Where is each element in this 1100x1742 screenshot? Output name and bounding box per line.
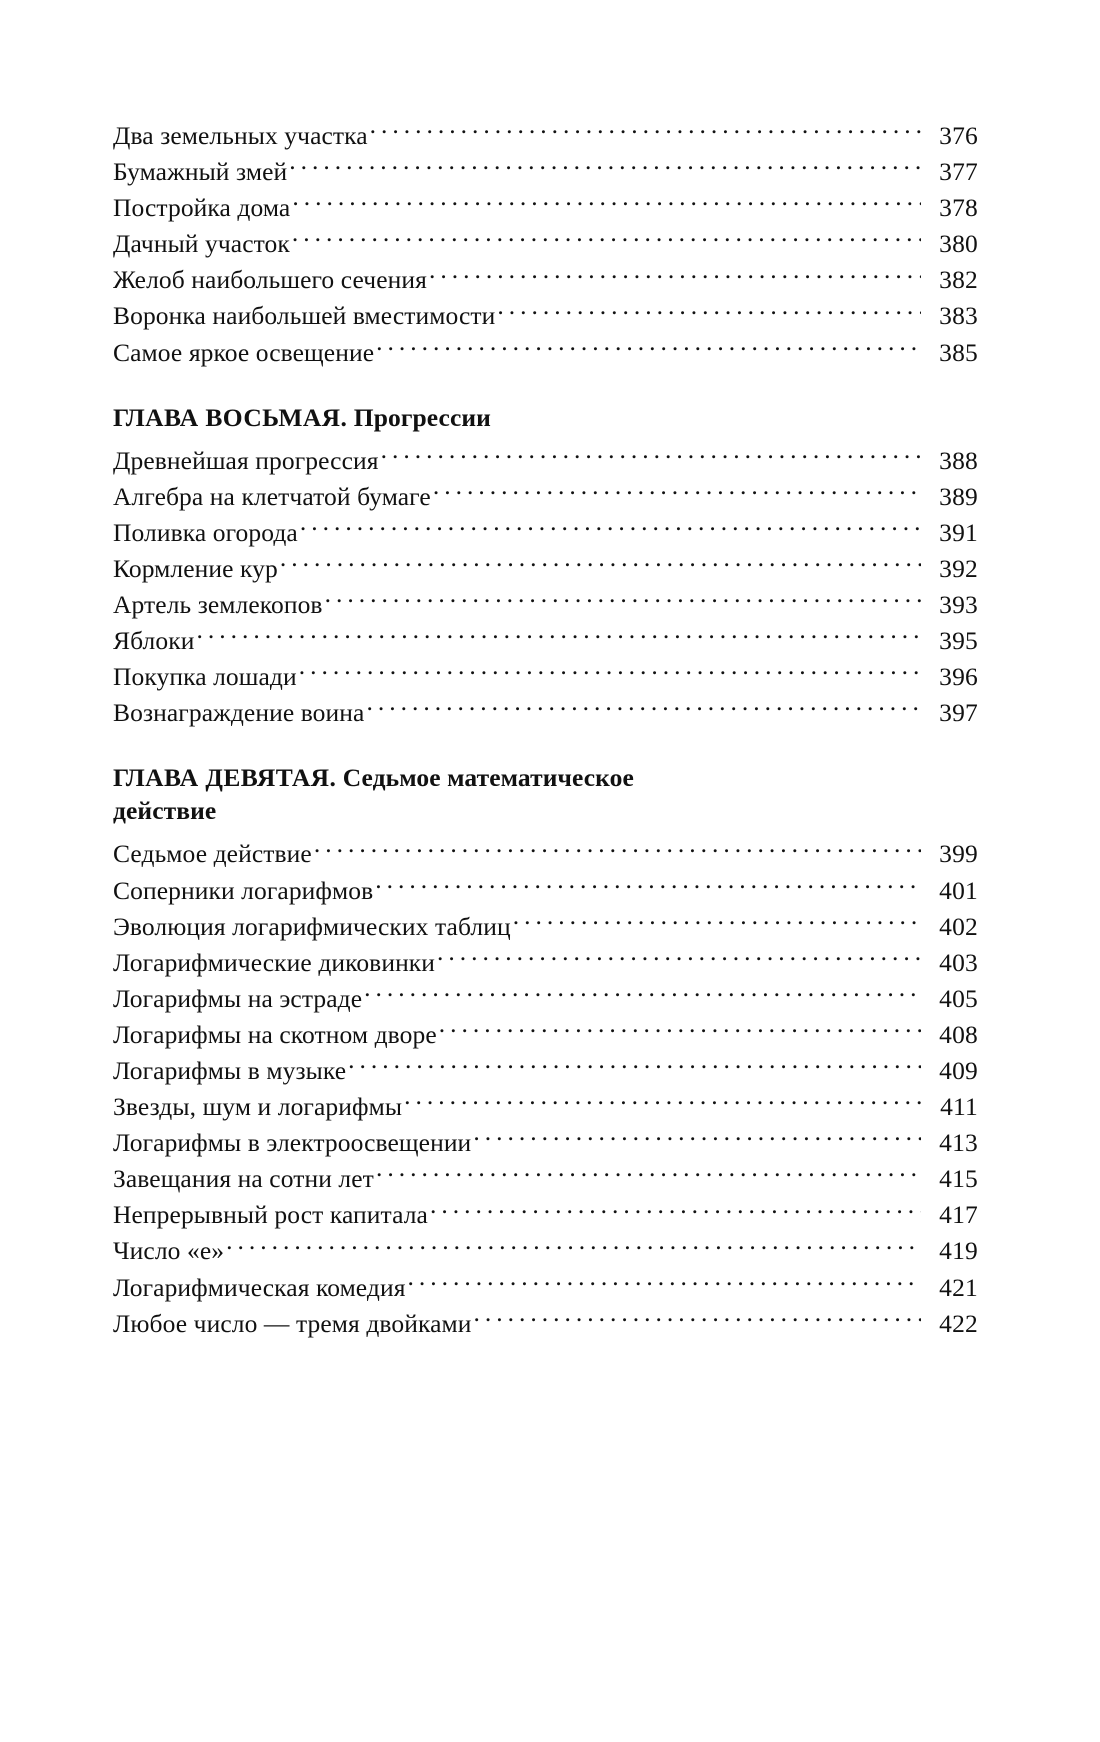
- dot-leader: [381, 443, 921, 469]
- chapter-title-label: Седьмое математическое действие: [113, 763, 634, 826]
- toc-entry-title: Поливка огорода: [113, 517, 298, 547]
- toc-entry[interactable]: [113, 443, 978, 479]
- dot-leader: [375, 873, 921, 899]
- toc-entry-page-number: 383: [939, 301, 978, 331]
- toc-entry-title: Алгебра на клетчатой бумаге: [113, 481, 431, 511]
- toc-entry-title: Логарифмы в электроосвещении: [113, 1128, 472, 1158]
- dot-leader: [364, 981, 921, 1007]
- toc-entry-page-number: 408: [939, 1019, 978, 1049]
- toc-section: [113, 443, 978, 732]
- dot-leader: [226, 1234, 921, 1260]
- dot-leader: [408, 1270, 921, 1296]
- dot-leader: [404, 1090, 921, 1116]
- chapter-title-label: Прогрессии: [353, 402, 491, 432]
- dot-leader: [437, 945, 921, 971]
- toc-entry-title: Эволюция логарифмических таблиц: [113, 911, 511, 941]
- dot-leader: [280, 551, 921, 577]
- toc-entry[interactable]: [113, 945, 978, 981]
- toc-entry[interactable]: [113, 836, 978, 872]
- toc-entry[interactable]: [113, 909, 978, 945]
- dot-leader: [473, 1126, 921, 1152]
- toc-entry-title: Логарифмы на эстраде: [113, 983, 363, 1013]
- toc-entry-title: Логарифмические диковинки: [113, 947, 436, 977]
- toc-entry[interactable]: [113, 1053, 978, 1089]
- chapter-heading: [113, 401, 713, 434]
- toc-entry-title: Артель землекопов: [113, 590, 323, 620]
- dot-leader: [513, 909, 921, 935]
- toc-entry-page-number: 393: [939, 590, 978, 620]
- dot-leader: [196, 624, 921, 650]
- toc-entry[interactable]: [113, 1017, 978, 1053]
- toc-entry[interactable]: [113, 479, 978, 515]
- toc-entry-title: Яблоки: [113, 626, 195, 656]
- toc-entry-page-number: 405: [939, 983, 978, 1013]
- toc-entry[interactable]: [113, 1306, 978, 1342]
- toc-entry-page-number: 399: [939, 839, 978, 869]
- toc-entry[interactable]: [113, 298, 978, 334]
- toc-entry[interactable]: [113, 1197, 978, 1233]
- toc-entry-title: Дачный участок: [113, 229, 290, 259]
- toc-entry-title: Логарифмическая комедия: [113, 1272, 406, 1302]
- toc-entry-page-number: 417: [939, 1200, 978, 1230]
- toc-entry-title: Два земельных участка: [113, 121, 368, 150]
- toc-entry-page-number: 376: [939, 121, 978, 150]
- dot-leader: [376, 1162, 921, 1188]
- chapter-heading: [113, 761, 713, 827]
- dot-leader: [439, 1017, 921, 1043]
- toc-entry-page-number: 397: [939, 698, 978, 728]
- toc-entry[interactable]: [113, 551, 978, 587]
- dot-leader: [474, 1306, 922, 1332]
- dot-leader: [429, 263, 921, 289]
- toc-entry[interactable]: [113, 1161, 978, 1197]
- toc-entry-title: Вознаграждение воина: [113, 698, 365, 728]
- toc-entry-title: Постройка дома: [113, 193, 291, 223]
- toc-entry[interactable]: [113, 118, 978, 154]
- chapter-number-label: ГЛАВА ВОСЬМАЯ.: [113, 402, 348, 432]
- toc-entry-page-number: 413: [939, 1128, 978, 1158]
- toc-entry[interactable]: [113, 335, 978, 371]
- toc-entry-title: Бумажный змей: [113, 157, 288, 187]
- toc-entry-title: Покупка лошади: [113, 662, 297, 692]
- toc-entry[interactable]: [113, 1270, 978, 1306]
- toc-entry-page-number: 422: [939, 1308, 978, 1338]
- toc-entry-title: Седьмое действие: [113, 839, 312, 869]
- toc-entry[interactable]: [113, 873, 978, 909]
- toc-entry-page-number: 395: [939, 626, 978, 656]
- dot-leader: [314, 837, 921, 863]
- toc-entry-title: Звезды, шум и логарифмы: [113, 1092, 403, 1122]
- toc-entry[interactable]: [113, 262, 978, 298]
- dot-leader: [366, 696, 921, 722]
- toc-entry-title: Самое яркое освещение: [113, 337, 375, 367]
- toc-section: [113, 118, 978, 371]
- dot-leader: [325, 588, 921, 614]
- toc-entry-page-number: 380: [939, 229, 978, 259]
- toc-entry[interactable]: [113, 226, 978, 262]
- toc-entry[interactable]: [113, 1089, 978, 1125]
- dot-leader: [299, 660, 921, 686]
- toc-entry[interactable]: [113, 154, 978, 190]
- toc-entry-title: Число «е»: [113, 1236, 225, 1266]
- toc-entry-page-number: 377: [939, 157, 978, 187]
- toc-entry-title: Соперники логарифмов: [113, 875, 374, 905]
- toc-section: [113, 836, 978, 1341]
- toc-entry-page-number: 419: [939, 1236, 978, 1266]
- toc-entry-page-number: 403: [939, 947, 978, 977]
- toc-entry[interactable]: [113, 587, 978, 623]
- dot-leader: [370, 119, 921, 145]
- dot-leader: [497, 299, 921, 325]
- toc-entry-page-number: 385: [939, 337, 978, 367]
- toc-entry-page-number: 401: [939, 875, 978, 905]
- toc-entry-title: Непрерывный рост капитала: [113, 1200, 428, 1230]
- toc-entry-title: Логарифмы на скотном дворе: [113, 1019, 437, 1049]
- toc-entry-page-number: 392: [939, 553, 978, 583]
- dot-leader: [292, 227, 921, 253]
- toc-entry[interactable]: [113, 1233, 978, 1269]
- dot-leader: [430, 1198, 921, 1224]
- toc-entry-title: Кормление кур: [113, 553, 278, 583]
- toc-entry[interactable]: [113, 190, 978, 226]
- dot-leader: [348, 1053, 921, 1079]
- toc-entry[interactable]: [113, 695, 978, 731]
- toc-entry-title: Завещания на сотни лет: [113, 1164, 374, 1194]
- toc-entry[interactable]: [113, 1125, 978, 1161]
- chapter-number-label: ГЛАВА ДЕВЯТАЯ.: [113, 763, 337, 793]
- toc-entry[interactable]: [113, 515, 978, 551]
- toc-entry-title: Древнейшая прогрессия: [113, 445, 379, 475]
- toc-entry-title: Логарифмы в музыке: [113, 1055, 347, 1085]
- dot-leader: [433, 479, 921, 505]
- toc-entry-page-number: 382: [939, 265, 978, 295]
- toc-entry-page-number: 391: [939, 517, 978, 547]
- toc-entry-page-number: 389: [939, 481, 978, 511]
- toc-entry-page-number: 415: [939, 1164, 978, 1194]
- table-of-contents: [113, 118, 978, 1342]
- dot-leader: [292, 191, 921, 217]
- toc-entry-page-number: 411: [940, 1092, 978, 1122]
- toc-entry-title: Желоб наибольшего сечения: [113, 265, 427, 295]
- toc-entry[interactable]: [113, 659, 978, 695]
- toc-entry-title: Любое число — тремя двойками: [113, 1308, 472, 1338]
- toc-entry-page-number: 421: [939, 1272, 978, 1302]
- toc-entry[interactable]: [113, 623, 978, 659]
- toc-entry-page-number: 378: [939, 193, 978, 223]
- toc-entry-page-number: 388: [939, 445, 978, 475]
- toc-entry-page-number: 402: [939, 911, 978, 941]
- toc-entry[interactable]: [113, 981, 978, 1017]
- toc-entry-title: Воронка наибольшей вместимости: [113, 301, 496, 331]
- dot-leader: [376, 335, 921, 361]
- dot-leader: [300, 515, 921, 541]
- toc-entry-page-number: 409: [939, 1055, 978, 1085]
- toc-entry-page-number: 396: [939, 662, 978, 692]
- dot-leader: [289, 155, 921, 181]
